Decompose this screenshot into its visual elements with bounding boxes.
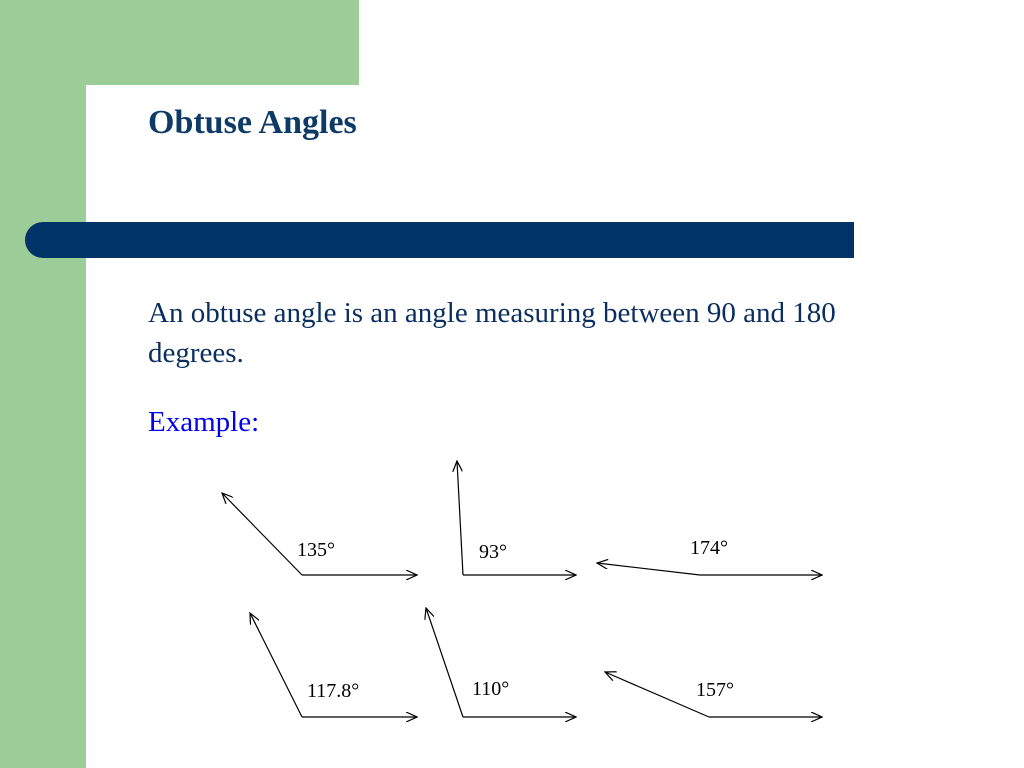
angle-label: 157° (696, 679, 734, 701)
angle-figure-174 (597, 537, 822, 575)
angle-ray (597, 563, 700, 575)
angle-ray (457, 461, 463, 575)
angle-label: 135° (297, 539, 335, 561)
definition-text: An obtuse angle is an angle measuring between 90 and 180 degrees. (148, 297, 836, 369)
angle-figure-117-8 (250, 613, 417, 717)
angle-label: 93° (479, 541, 507, 563)
example-label: Example: (148, 406, 260, 438)
angle-figure-135 (222, 493, 417, 575)
angle-figure-93 (457, 461, 576, 575)
angle-figure-110 (426, 608, 576, 717)
angle-label: 110° (472, 678, 510, 700)
angle-figure-157 (605, 672, 822, 717)
angle-ray (250, 613, 302, 717)
angle-label: 117.8° (307, 680, 360, 702)
angle-ray (222, 493, 302, 575)
angle-ray (605, 672, 709, 717)
angle-label: 174° (690, 537, 728, 559)
slide-title: Obtuse Angles (148, 104, 357, 141)
angle-ray (426, 608, 463, 717)
